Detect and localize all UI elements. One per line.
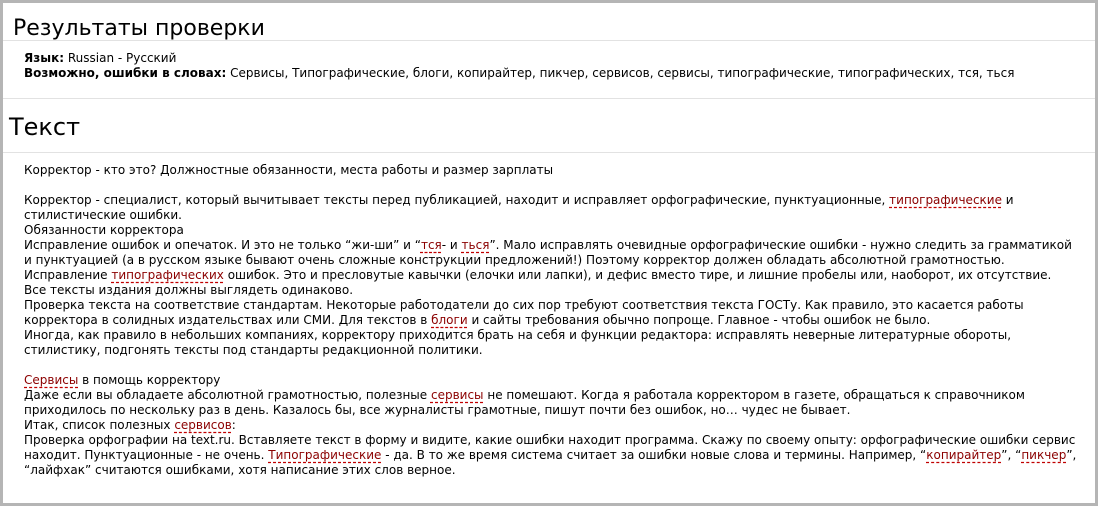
results-info xyxy=(3,41,1095,99)
text-line: Сервисы в помощь корректору xyxy=(24,373,221,387)
text-line: Корректор - специалист, который вычитывает тексты перед публикацией, находит и исправляет орфографические, пунктуационные, типографические и стилистические ошибки. xyxy=(24,193,1014,222)
text-line: Обязанности корректора xyxy=(24,223,184,237)
text-section-title: Текст xyxy=(3,99,1095,153)
error-word[interactable]: блоги xyxy=(431,313,468,327)
error-word[interactable]: пикчер xyxy=(1021,448,1067,462)
text-line: Корректор - кто это? Должностные обязанности, места работы и размер зарплаты xyxy=(24,163,554,177)
text-line: Исправление ошибок и опечаток. И это не только “жи-ши” и “тся- и ться”. Мало исправлять очевидные орфографические ошибки - нужно следить за грамматикой и пунктуацией (а в русском языке бывают очень сложные конструкции предложений!) Поэтому корректор должен обладать абсолютной грамотностью. xyxy=(24,238,1072,267)
text-line: Проверка текста на соответствие стандартам. Некоторые работодатели до сих пор требуют соответствия текста ГОСТу. Как правило, это касается работы корректора в солидных издательствах или СМИ. Для текстов в блоги и сайты требования обычно попроще. Главное - чтобы ошибок не было. xyxy=(24,298,1024,327)
text-line: Иногда, как правило в небольших компаниях, корректору приходится брать на себя и функции редактора: исправлять неверные литературные обороты, стилистику, подгонять тексты под стандарты редакционной политики. xyxy=(24,328,1012,357)
error-word[interactable]: Сервисы xyxy=(24,373,79,387)
checked-text xyxy=(3,153,1095,478)
error-word[interactable]: Типографические xyxy=(268,448,382,462)
error-word[interactable]: типографические xyxy=(889,193,1002,207)
language-row xyxy=(24,51,1095,66)
text-line: Итак, список полезных сервисов: xyxy=(24,418,236,432)
error-word[interactable]: типографических xyxy=(111,268,224,282)
errors-row xyxy=(24,66,1095,81)
text-line: Даже если вы обладаете абсолютной грамотностью, полезные сервисы не помешают. Когда я работала корректором в газете, обращаться к справочником приходилось по нескольку раз в день. Казалось бы, все журналисты грамотные, пишут почти без ошибок, но… чудес не бывает. xyxy=(24,388,1025,417)
error-word[interactable]: сервисы xyxy=(430,388,484,402)
language-label: Язык: xyxy=(24,51,65,65)
results-title: Результаты проверки xyxy=(3,3,1095,41)
error-word[interactable]: копирайтер xyxy=(926,448,1002,462)
error-word[interactable]: ться xyxy=(461,238,490,252)
language-value: Russian - Русский xyxy=(67,51,177,65)
text-line: Исправление типографических ошибок. Это и пресловутые кавычки (елочки или лапки), и дефис вместо тире, и лишние пробелы или, наоборот, их отсутствие. Все тексты издания должны выглядеть одинаково. xyxy=(24,268,1052,297)
text-line: Проверка орфографии на text.ru. Вставляете текст в форму и видите, какие ошибки находит программа. Скажу по своему опыту: орфографические ошибки сервис находит. Пунктуационные - не очень. Типографические - да. В то же время система считает за ошибки новые слова и термины. Например, “копирайтер”, “пикчер”, “лайфхак” считаются ошибками, хотя написание этих слов верное. xyxy=(24,433,1077,477)
error-word[interactable]: сервисов xyxy=(174,418,232,432)
errors-label: Возможно, ошибки в словах: xyxy=(24,66,227,80)
errors-value: Сервисы, Типографические, блоги, копирайтер, пикчер, сервисов, сервисы, типографические, типографических, тся, ться xyxy=(230,66,1015,80)
error-word[interactable]: тся xyxy=(420,238,442,252)
